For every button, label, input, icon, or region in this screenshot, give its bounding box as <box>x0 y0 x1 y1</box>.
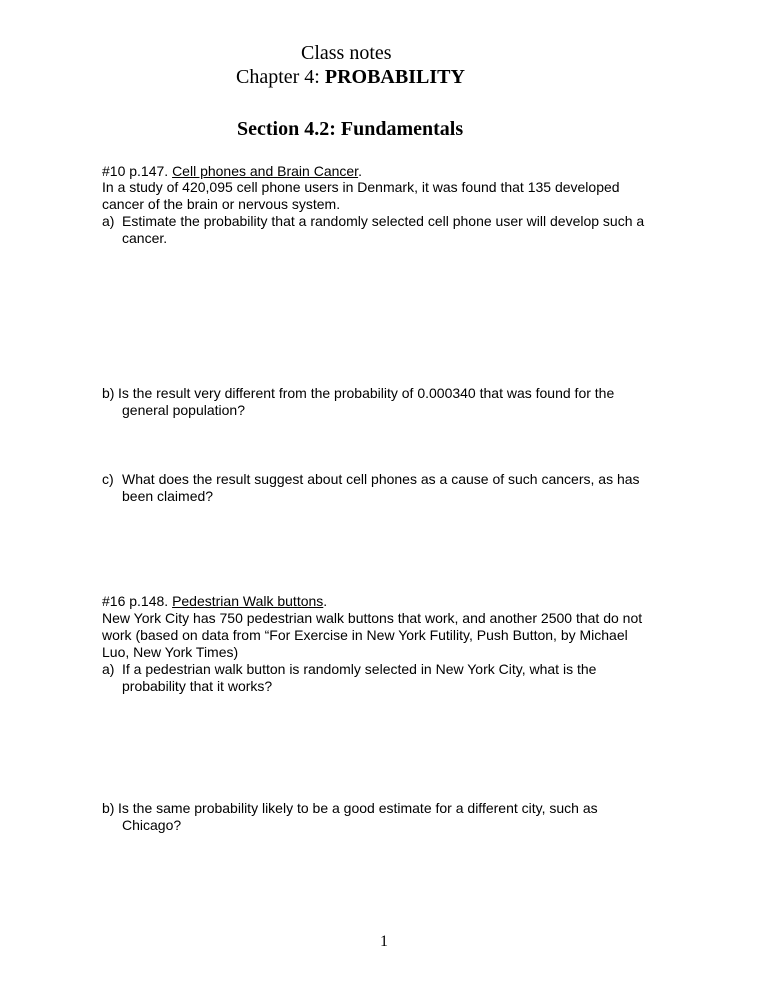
problem-1-part-b-line-2: general population? <box>122 402 245 418</box>
problem-1-part-b-line-1: Is the result very different from the probability of 0.000340 that was found for the <box>118 385 615 401</box>
problem-1-part-b-marker: b) <box>102 385 115 401</box>
problem-1-title-suffix: . <box>358 163 362 179</box>
problem-2-number: #16 p.148. <box>102 593 173 609</box>
chapter-prefix: Chapter 4: <box>236 66 325 88</box>
problem-1-heading <box>102 163 362 180</box>
problem-2-part-b-marker: b) <box>102 800 115 816</box>
problem-2-intro-line-1: New York City has 750 pedestrian walk buttons that work, and another 2500 that do not <box>102 610 643 626</box>
problem-1-part-a-line-2: cancer. <box>122 230 168 246</box>
problem-2-part-a-line-2: probability that it works? <box>122 678 273 694</box>
problem-2-part-b-line-2: Chicago? <box>122 817 182 833</box>
problem-1-part-a-marker: a) <box>102 213 115 229</box>
problem-2-part-a-line-1: If a pedestrian walk button is randomly selected in New York City, what is the <box>122 661 597 677</box>
problem-2-title: Pedestrian Walk buttons <box>172 593 324 609</box>
problem-2-heading <box>102 593 327 610</box>
chapter-title: PROBABILITY <box>324 66 465 88</box>
problem-1-part-c-line-2: been claimed? <box>122 488 214 504</box>
class-notes-title: Class notes <box>301 42 392 64</box>
problem-2-intro-line-2: work (based on data from “For Exercise in New York Futility, Push Button, by Michael <box>102 627 628 643</box>
problem-2-intro-line-3: Luo, New York Times) <box>102 644 239 660</box>
problem-1-title: Cell phones and Brain Cancer <box>172 163 359 179</box>
problem-1-part-a-line-1: Estimate the probability that a randomly selected cell phone user will develop such a <box>122 213 645 229</box>
problem-1-number: #10 p.147. <box>102 163 173 179</box>
problem-1-part-c-line-1: What does the result suggest about cell phones as a cause of such cancers, as has <box>122 471 640 487</box>
problem-1-part-c-marker: c) <box>102 471 114 487</box>
section-title: Section 4.2: Fundamentals <box>237 118 464 140</box>
problem-2-title-suffix: . <box>323 593 328 609</box>
problem-2-part-b-line-1: Is the same probability likely to be a good estimate for a different city, such as <box>118 800 598 816</box>
problem-1-intro-line-2: cancer of the brain or nervous system. <box>102 196 341 212</box>
page-number: 1 <box>380 933 388 950</box>
problem-1-intro-line-1: In a study of 420,095 cell phone users in Denmark, it was found that 135 developed <box>102 179 620 195</box>
problem-2-part-a-marker: a) <box>102 661 115 677</box>
chapter-heading <box>236 66 465 88</box>
